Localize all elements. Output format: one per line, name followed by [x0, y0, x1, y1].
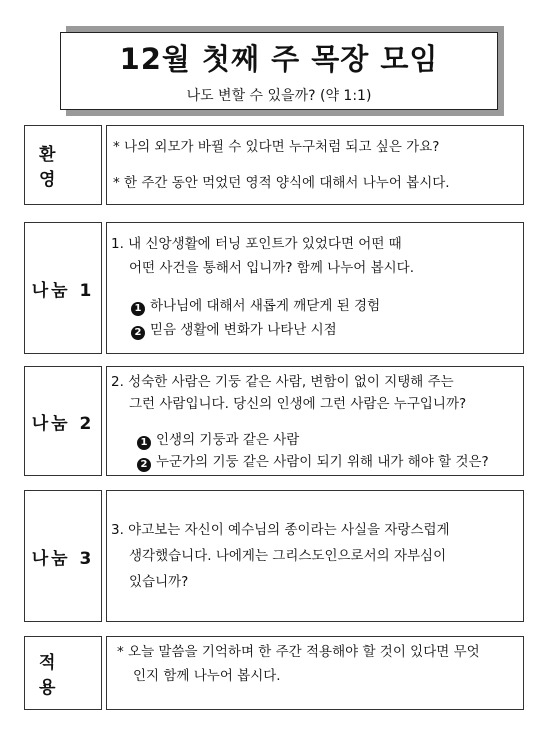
welcome-question-2: * 한 주간 동안 먹었던 영적 양식에 대해서 나누어 봅시다.: [113, 175, 450, 191]
welcome-question-1: * 나의 외모가 바뀔 수 있다면 누구처럼 되고 싶은 가요?: [113, 139, 440, 155]
title-box: [60, 32, 498, 110]
sharing-3-label: 나눔 3: [24, 490, 102, 622]
sharing-3-question-line-3: 있습니까?: [129, 574, 189, 590]
sharing-1-item-2: [131, 319, 337, 341]
sharing-2-item-2-text: 누군가의 기둥 같은 사람이 되기 위해 내가 해야 할 것은?: [156, 454, 489, 470]
sharing-3-question-line-1: 3. 야고보는 자신이 예수님의 종이라는 사실을 자랑스럽게: [111, 522, 450, 538]
sharing-2-content: [106, 366, 524, 476]
sharing-3-content: [106, 490, 524, 622]
page-subtitle: 나도 변할 수 있을까? (약 1:1): [186, 88, 372, 104]
sharing-1-item-1: [131, 295, 380, 317]
sharing-1-label: 나눔 1: [24, 222, 102, 354]
sharing-2-question-line-2: 그런 사람입니다. 당신의 인생에 그런 사람은 누구입니까?: [129, 396, 467, 412]
sharing-1-item-2-text: 믿음 생활에 변화가 나타난 시점: [150, 322, 337, 338]
page-title: 12월 첫째 주 목장 모임: [119, 42, 439, 76]
sharing-1-question-line-2: 어떤 사건을 통해서 입니까? 함께 나누어 봅시다.: [129, 260, 414, 276]
apply-question-line-2: 인지 함께 나누어 봅시다.: [133, 668, 281, 684]
apply-label: 적 용: [24, 636, 102, 710]
sharing-3-question-line-2: 생각했습니다. 나에게는 그리스도인으로서의 자부심이: [129, 548, 447, 564]
sharing-2-question-line-1: 2. 성숙한 사람은 기둥 같은 사람, 변함이 없이 지탱해 주는: [111, 374, 454, 390]
welcome-label: 환 영: [24, 125, 102, 205]
number-2-icon: 2: [131, 326, 145, 340]
sharing-2-label: 나눔 2: [24, 366, 102, 476]
sharing-2-item-1: [137, 429, 299, 451]
number-1-icon: 1: [137, 436, 151, 450]
sharing-2-item-1-text: 인생의 기둥과 같은 사람: [156, 432, 300, 448]
welcome-content: [106, 125, 524, 205]
number-2-icon: 2: [137, 458, 151, 472]
sharing-1-question-line-1: 1. 내 신앙생활에 터닝 포인트가 있었다면 어떤 때: [111, 236, 402, 252]
apply-content: [106, 636, 524, 710]
apply-question-line-1: * 오늘 말씀을 기억하며 한 주간 적용해야 할 것이 있다면 무엇: [117, 644, 480, 660]
sharing-2-item-2: [137, 451, 489, 473]
number-1-icon: 1: [131, 302, 145, 316]
sharing-1-content: [106, 222, 524, 354]
sharing-1-item-1-text: 하나님에 대해서 새롭게 깨닫게 된 경험: [150, 298, 381, 314]
